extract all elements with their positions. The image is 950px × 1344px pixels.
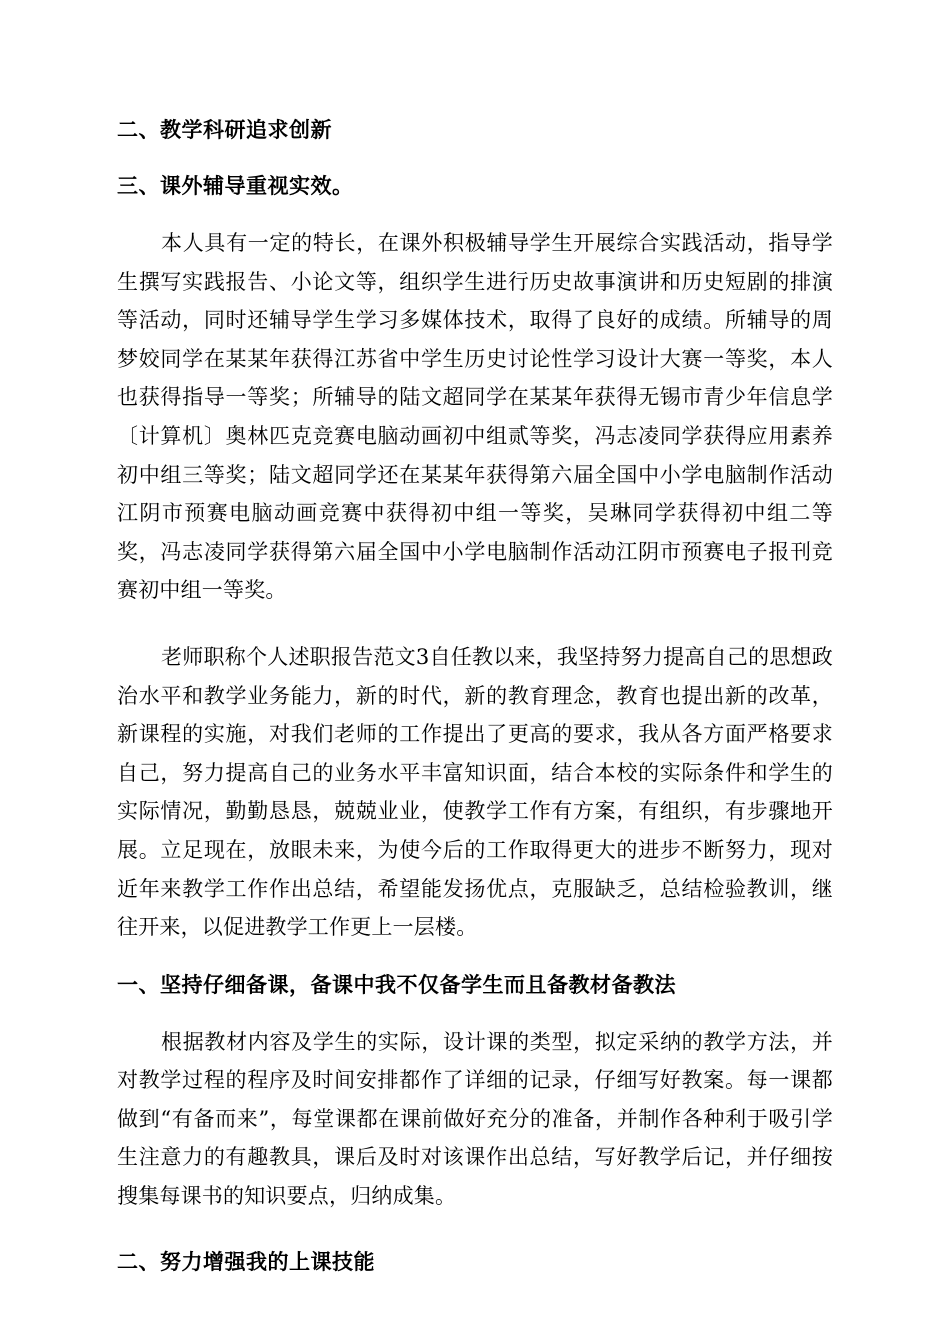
section-heading-teaching-skill: 二、努力增强我的上课技能 bbox=[117, 1249, 375, 1274]
spacer bbox=[117, 148, 833, 168]
section-heading-tutoring: 三、课外辅导重视实效。 bbox=[117, 174, 354, 198]
spacer bbox=[117, 1003, 833, 1023]
paragraph-tutoring: 本人具有一定的特长，在课外积极辅导学生开展综合实践活动，指导学生撰写实践报告、小论文等，组织学生进行历史故事演讲和历史短剧的排演等活动，同时还辅导学生学习多媒体技术，取得了良好的成绩。所辅导的周梦姣同学在某某年获得江苏省中学生历史讨论性学习设计大赛一等奖，本人也获得指导一等奖；所辅导的陆文超同学在某某年获得无锡市青少年信息学〔计算机〕奥林匹克竞赛电脑动画初中组贰等奖，冯志凌同学获得应用素养初中组三等奖；陆文超同学还在某某年获得第六届全国中小学电脑制作活动江阴市预赛电脑动画竞赛中获得初中组一等奖，吴琳同学获得初中组二等奖，冯志凌同学获得第六届全国中小学电脑制作活动江阴市预赛电子报刊竞赛初中组一等奖。 bbox=[117, 231, 833, 603]
spacer bbox=[117, 610, 833, 638]
spacer bbox=[117, 947, 833, 967]
spacer bbox=[117, 204, 833, 224]
paragraph-lesson-prep: 根据教材内容及学生的实际，设计课的类型，拟定采纳的教学方法，并对教学过程的程序及时间安排都作了详细的记录，仔细写好教案。每一课都做到“有备而来”，每堂课都在课前做好充分的准备，并制作各种利于吸引学生注意力的有趣教具，课后及时对该课作出总结，写好教学后记，并仔细按搜集每课书的知识要点，归纳成集。 bbox=[117, 1029, 833, 1209]
document-body bbox=[117, 112, 833, 1280]
section-heading-research: 二、教学科研追求创新 bbox=[117, 118, 332, 142]
paragraph-report-intro: 老师职称个人述职报告范文3自任教以来，我坚持努力提高自己的思想政治水平和教学业务能力，新的时代，新的教育理念，教育也提出新的改革，新课程的实施，对我们老师的工作提出了更高的要求，我从各方面严格要求自己，努力提高自己的业务水平丰富知识面，结合本校的实际条件和学生的实际情况，勤勤恳恳，兢兢业业，使教学工作有方案，有组织，有步骤地开展。立足现在，放眼未来，为使今后的工作取得更大的进步不断努力，现对近年来教学工作作出总结，希望能发扬优点，克服缺乏，总结检验教训，继往开来，以促进教学工作更上一层楼。 bbox=[117, 644, 833, 940]
spacer bbox=[117, 1216, 833, 1244]
section-heading-lesson-prep: 一、坚持仔细备课，备课中我不仅备学生而且备教材备教法 bbox=[117, 972, 676, 997]
